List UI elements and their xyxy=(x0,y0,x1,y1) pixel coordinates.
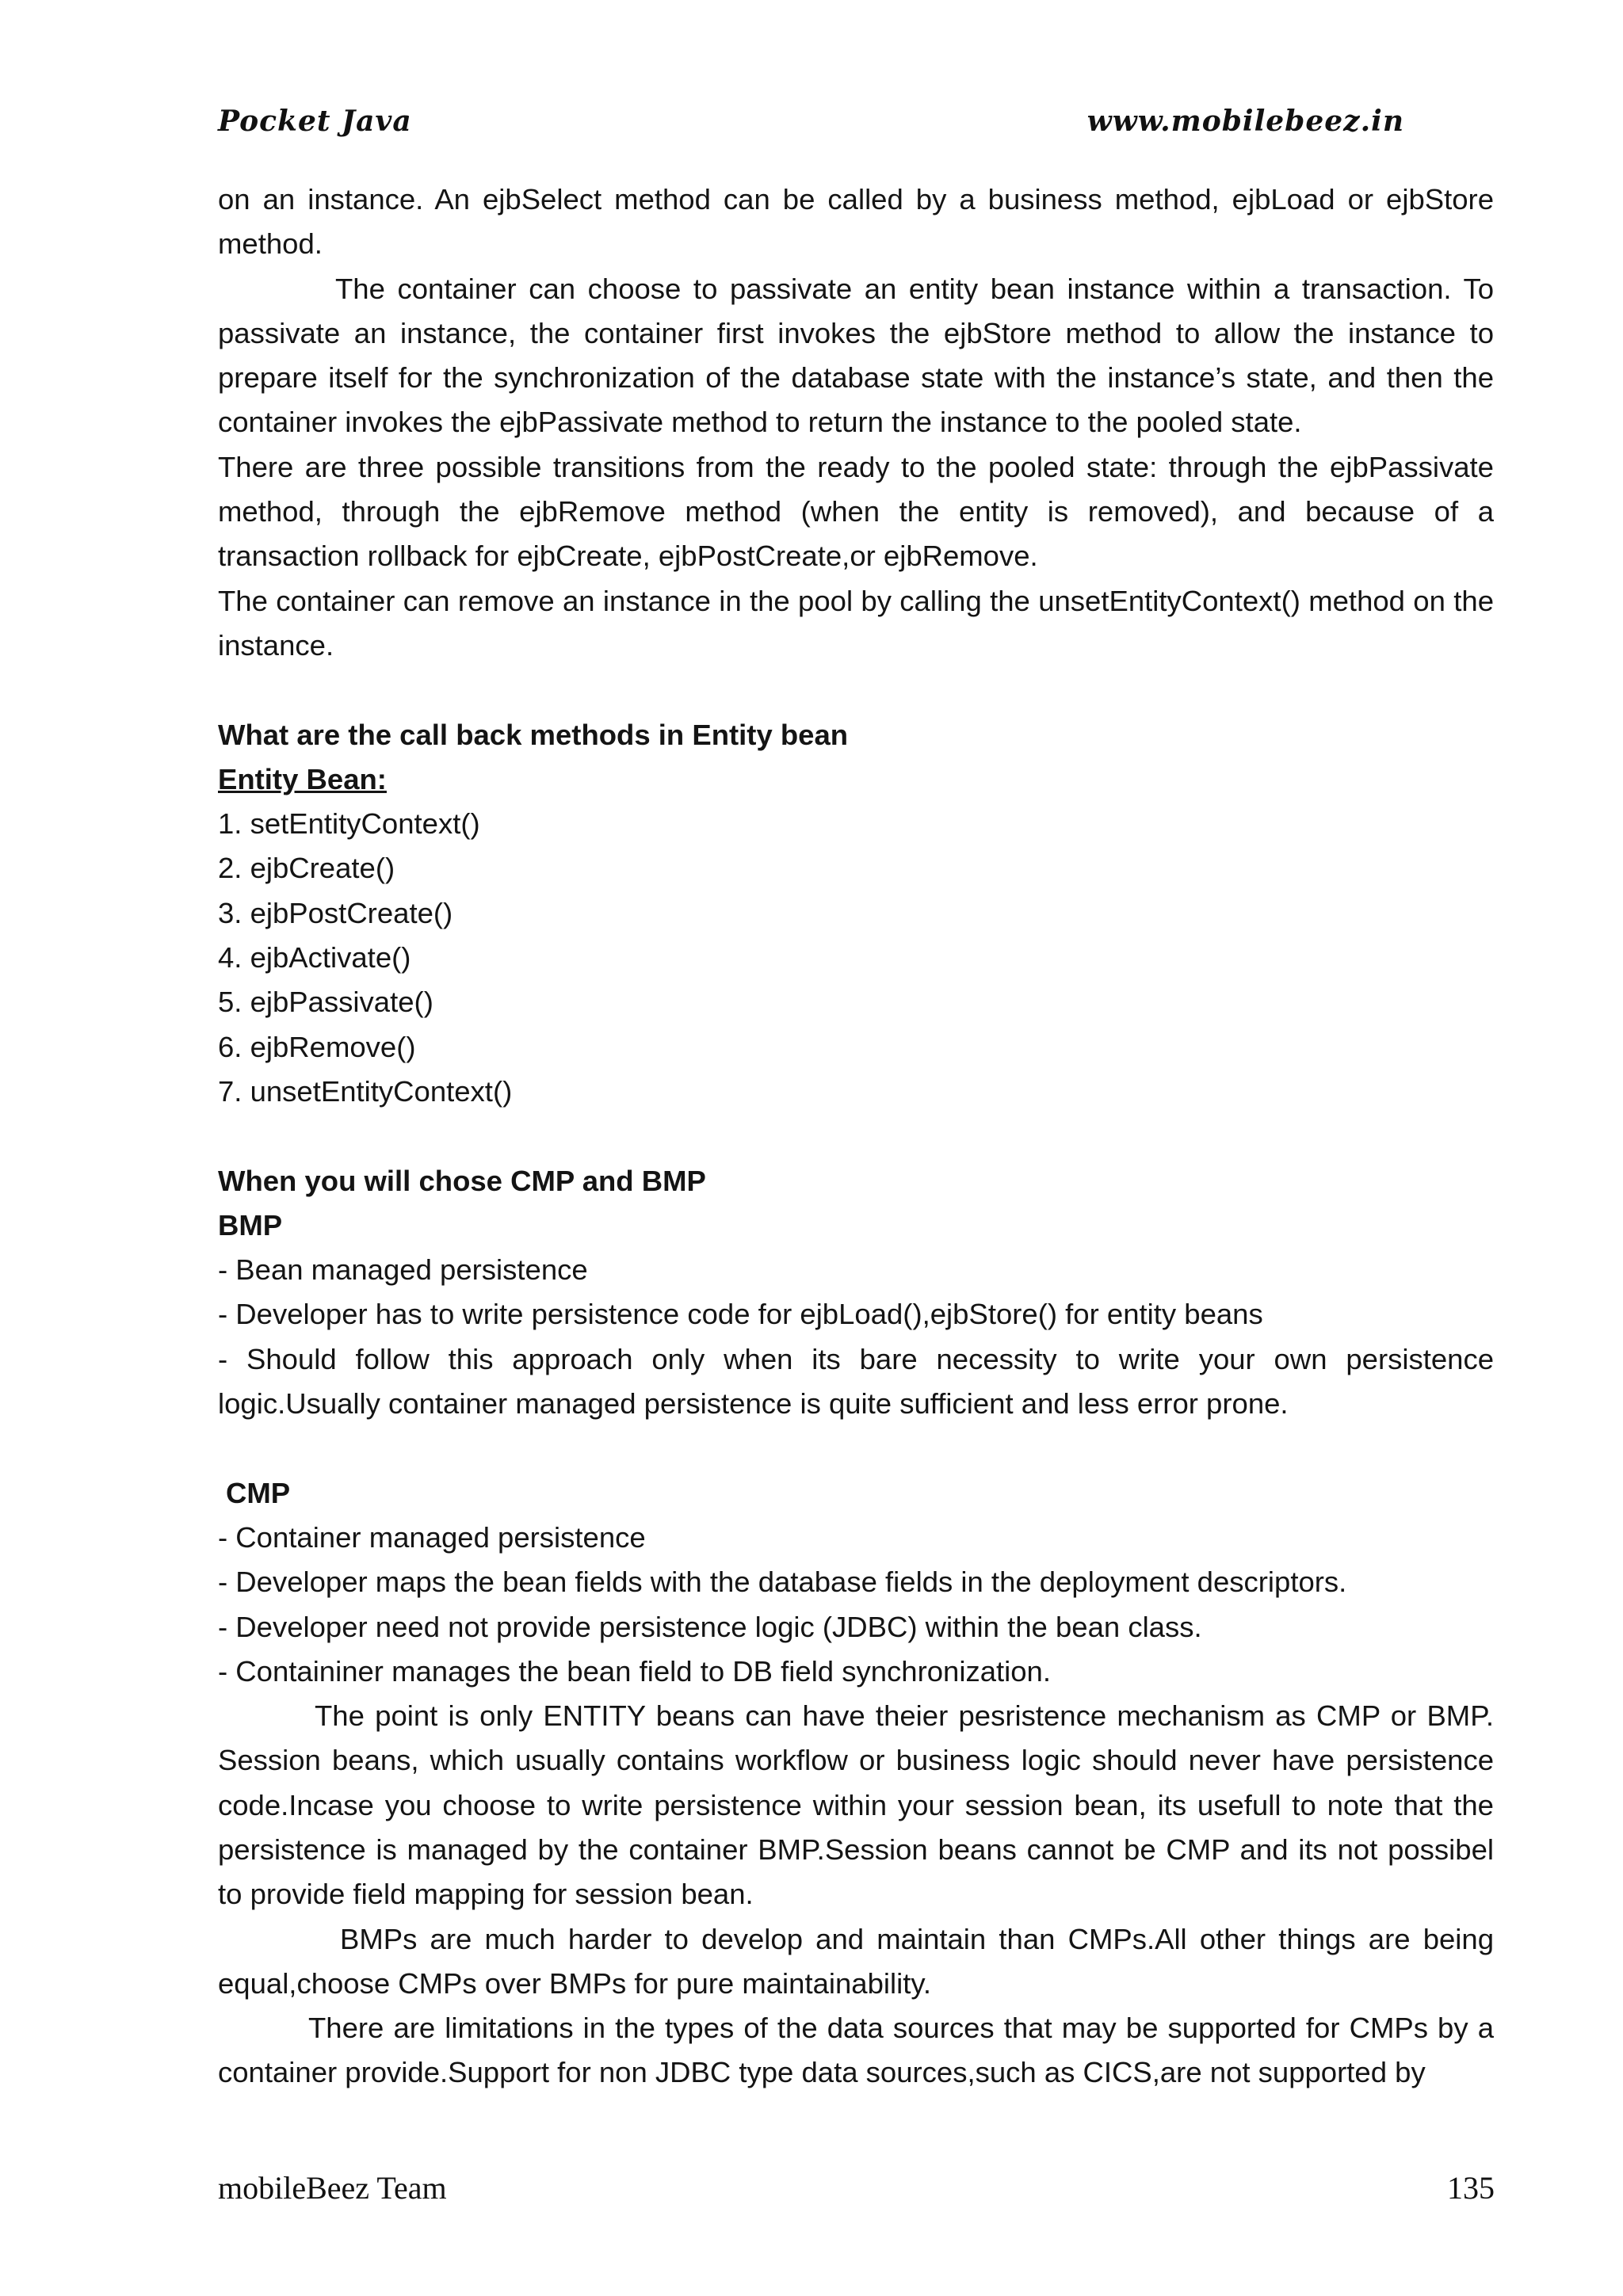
callback-item: 4. ejbActivate() xyxy=(218,941,411,974)
paragraph-passivate: The container can choose to passivate an entity bean instance within a transaction. To passivate an instance, the container first invokes the ejbStore method to allow the instance to prepare itself for the synchronization of the database state with the instance’s state, and then the container invokes the ejbPassivate method to return the instance to the pooled state. xyxy=(218,272,1494,439)
spacer xyxy=(218,668,1494,712)
callback-item: 1. setEntityContext() xyxy=(218,807,480,841)
callback-item: 5. ejbPassivate() xyxy=(218,986,433,1019)
paragraph-bmp-harder: BMPs are much harder to develop and maintain than CMPs.All other things are being equal,choose CMPs over BMPs for pure maintainability. xyxy=(218,1922,1494,2000)
cmp-item: - Container managed persistence xyxy=(218,1520,646,1554)
paragraph-transitions: There are three possible transitions from the ready to the pooled state: through the ejbPassivate method, through the ejbRemove method (when the entity is removed), and because of a transaction rollback for ejbCreate, ejbPostCreate,or ejbRemove. xyxy=(218,450,1494,573)
paragraph-unset-context: The container can remove an instance in the pool by calling the unsetEntityContext() method on the instance. xyxy=(218,584,1494,662)
header-website: www.mobilebeez.in xyxy=(1086,105,1404,138)
page-body xyxy=(218,177,1494,2096)
bmp-item: - Bean managed persistence xyxy=(218,1253,588,1287)
callback-item: 3. ejbPostCreate() xyxy=(218,896,453,929)
subheading-entity-bean: Entity Bean: xyxy=(218,762,387,795)
paragraph-entity-persistence: The point is only ENTITY beans can have theier pesristence mechanism as CMP or BMP. Session beans, which usually contains workflow or business logic should never have persistence code.Incase you choose to write persistence within your session bean, its usefull to note that the persistence is managed by the container BMP.Session beans cannot be CMP and its not possibel to provide field mapping for session bean. xyxy=(218,1699,1494,1911)
callback-item: 7. unsetEntityContext() xyxy=(218,1074,513,1108)
callback-item: 6. ejbRemove() xyxy=(218,1030,416,1063)
callback-item: 2. ejbCreate() xyxy=(218,852,395,885)
heading-cmp-bmp: When you will chose CMP and BMP xyxy=(218,1164,706,1197)
subheading-cmp: CMP xyxy=(226,1476,291,1509)
paragraph-limitations: There are limitations in the types of the data sources that may be supported for CMPs by a container provide.Support for non JDBC type data sources,such as CICS,are not supported by xyxy=(218,2012,1494,2089)
bmp-item: - Should follow this approach only when its bare necessity to write your own persistence logic.Usually container managed persistence is quite sufficient and less error prone. xyxy=(218,1342,1494,1421)
cmp-item: - Developer maps the bean fields with the database fields in the deployment descriptors. xyxy=(218,1566,1347,1599)
bmp-item: - Developer has to write persistence code for ejbLoad(),ejbStore() for entity beans xyxy=(218,1298,1263,1331)
header-book-title: Pocket Java xyxy=(218,105,412,138)
subheading-bmp: BMP xyxy=(218,1208,283,1241)
spacer xyxy=(218,1114,1494,1158)
cmp-item: - Containiner manages the bean field to DB field synchronization. xyxy=(218,1654,1051,1688)
footer-team: mobileBeez Team xyxy=(218,2170,447,2206)
cmp-item: - Developer need not provide persistence logic (JDBC) within the bean class. xyxy=(218,1610,1202,1643)
heading-callback-methods: What are the call back methods in Entity bean xyxy=(218,718,849,751)
paragraph-ejbselect: on an instance. An ejbSelect method can be called by a business method, ejbLoad or ejbStore method. xyxy=(218,183,1494,261)
spacer xyxy=(218,1426,1494,1470)
footer-page-number: 135 xyxy=(1447,2170,1495,2206)
